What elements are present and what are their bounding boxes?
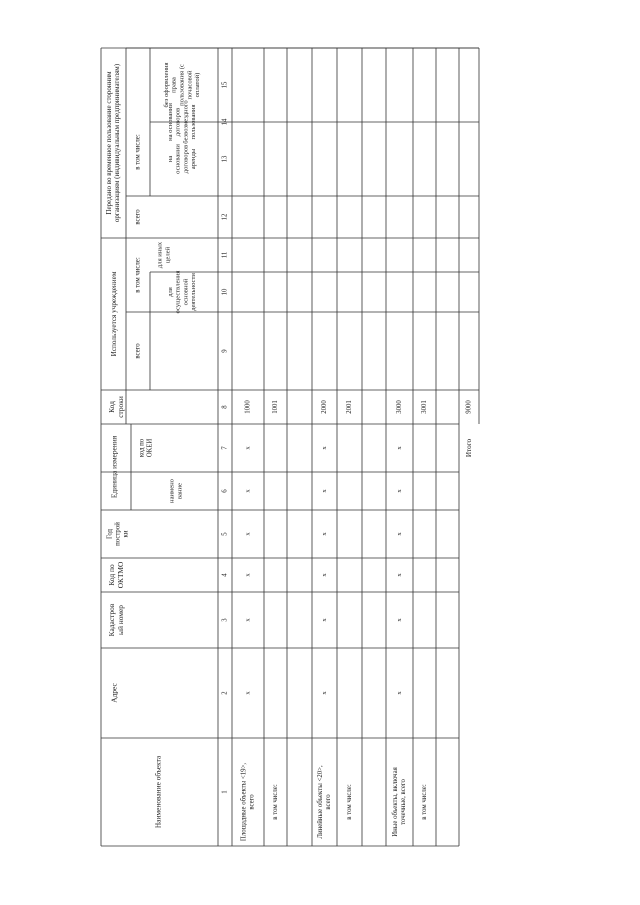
column-number: 8 xyxy=(221,405,229,409)
col-transfer-free: на основании xyxy=(166,103,174,141)
column-number: 3 xyxy=(221,618,229,622)
col-used-main: осуществления xyxy=(174,270,182,314)
col-transfer-free: договоров xyxy=(174,107,182,137)
row-name: Площадные объекты <19>, xyxy=(240,762,248,842)
col-transfer-rent: основании xyxy=(174,144,182,174)
col-oktmo: Код по xyxy=(107,564,117,586)
col-used-group: Используется учреждением xyxy=(110,271,118,357)
row-cell-x: x xyxy=(244,532,252,536)
column-number: 14 xyxy=(221,118,229,126)
column-number: 12 xyxy=(221,213,229,221)
col-name-object: Наименование объекта xyxy=(153,755,163,829)
column-number: 15 xyxy=(221,81,229,89)
row-code: 1000 xyxy=(244,400,252,414)
column-number: 4 xyxy=(221,573,229,577)
row-cell-x: x xyxy=(321,691,328,695)
col-okei: ОКЕИ xyxy=(146,438,154,458)
row-cell-x: x xyxy=(244,573,252,577)
column-number: 10 xyxy=(221,288,229,296)
col-row-code: строки xyxy=(115,396,125,418)
row-code: 1001 xyxy=(272,400,279,414)
row-code: 3001 xyxy=(421,400,428,414)
col-transfer-incl: в том числе: xyxy=(134,134,142,170)
column-number: 13 xyxy=(221,155,229,163)
col-transfer-group: организациям (индивидуальным предпринимателям) xyxy=(113,63,122,223)
row-name: в том числе: xyxy=(272,784,279,820)
col-transfer-total: всего xyxy=(134,209,142,225)
col-unit-name: наимено xyxy=(168,479,176,503)
col-used-other: для иных xyxy=(156,241,164,269)
column-number: 6 xyxy=(221,489,229,493)
col-transfer-hourly: без оформления xyxy=(162,62,170,108)
col-used-incl: в том числе: xyxy=(134,257,142,293)
row-cell-x: x xyxy=(244,691,252,695)
table-text xyxy=(105,62,473,841)
col-okei: код по xyxy=(138,438,146,458)
row-name: всего xyxy=(248,794,256,810)
column-number: 7 xyxy=(221,446,229,450)
col-year: построй xyxy=(114,522,122,546)
row-code: 3000 xyxy=(396,400,403,414)
row-cell-x: x xyxy=(244,618,252,622)
column-number: 11 xyxy=(221,251,229,259)
row-cell-x: x xyxy=(396,618,403,622)
col-used-total: всего xyxy=(134,343,142,359)
col-transfer-free: пользования xyxy=(190,104,198,140)
col-unit-name: вание xyxy=(176,483,184,499)
row-code: 2001 xyxy=(346,400,353,414)
col-transfer-rent: договоров xyxy=(182,144,190,174)
col-row-code: Код xyxy=(107,401,117,413)
col-year: Год xyxy=(106,529,114,539)
col-transfer-rent: аренды xyxy=(190,148,198,170)
column-number: 2 xyxy=(221,691,229,695)
column-number: 1 xyxy=(221,790,229,794)
col-transfer-hourly: оплатой) xyxy=(194,72,202,98)
row-name: точечные, всего xyxy=(400,779,408,825)
col-unit-group: Единица измерения xyxy=(109,435,119,499)
row-code: 2000 xyxy=(321,400,328,414)
row-cell-x: x xyxy=(321,532,328,536)
column-number: 9 xyxy=(221,349,229,353)
col-year: ки xyxy=(122,530,130,538)
row-name: Линейные объекты <20>, xyxy=(316,765,324,839)
row-cell-x: x xyxy=(321,489,328,493)
row-cell-x: x xyxy=(321,618,328,622)
col-address: Адрес xyxy=(109,683,119,703)
row-name: в том числе: xyxy=(346,784,353,820)
col-used-main: для xyxy=(166,287,174,297)
row-cell-x: x xyxy=(396,573,403,577)
row-cell-x: x xyxy=(396,691,403,695)
col-transfer-hourly: почасовой xyxy=(186,70,194,100)
col-used-main: основной xyxy=(182,278,190,306)
col-transfer-group: Передано во временное пользование сторонним xyxy=(104,71,113,215)
total-code: 9000 xyxy=(465,400,473,414)
row-cell-x: x xyxy=(396,446,403,450)
col-transfer-free: безвозмездного xyxy=(182,100,190,144)
row-cell-x: x xyxy=(244,489,252,493)
column-number: 5 xyxy=(221,532,229,536)
col-transfer-rent: на xyxy=(166,155,174,163)
col-oktmo: ОКТМО xyxy=(115,561,125,589)
col-transfer-hourly: права xyxy=(170,77,178,93)
col-cadastral: Кадастров xyxy=(107,603,117,637)
row-cell-x: x xyxy=(244,446,252,450)
row-cell-x: x xyxy=(396,532,403,536)
table-grid xyxy=(101,48,479,846)
row-cell-x: x xyxy=(396,489,403,493)
row-cell-x: x xyxy=(321,573,328,577)
row-name: в том числе: xyxy=(421,784,428,820)
col-used-main: деятельности xyxy=(190,273,198,311)
col-transfer-hourly: пользования (с xyxy=(178,64,186,106)
row-name: Иные объекты, включая xyxy=(391,767,399,837)
row-cell-x: x xyxy=(321,446,328,450)
row-name: всего xyxy=(325,794,333,810)
total-label: Итого xyxy=(465,438,473,458)
col-cadastral: ый номер xyxy=(115,605,125,635)
col-used-other: целей xyxy=(164,246,172,264)
